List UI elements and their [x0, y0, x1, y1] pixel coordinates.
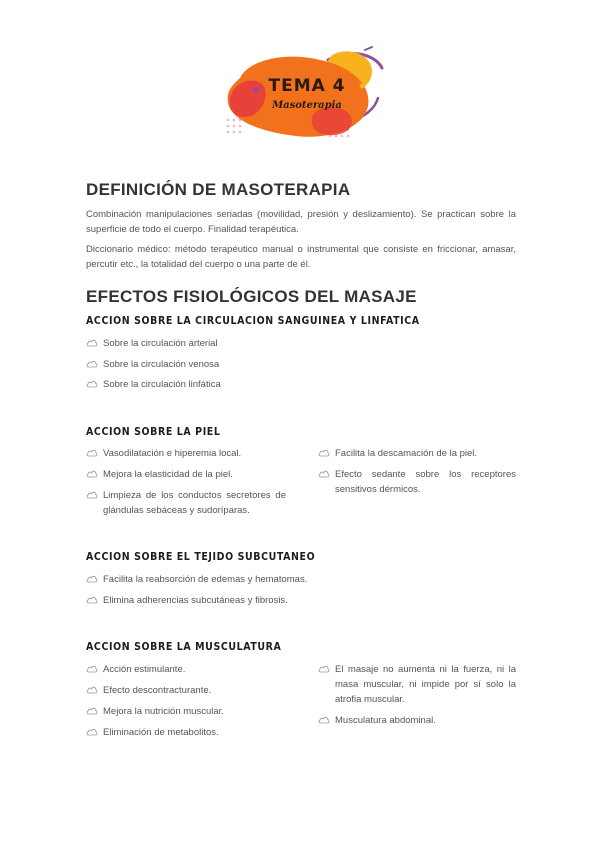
cloud-bullet-icon [86, 664, 98, 673]
list-item [86, 683, 286, 698]
list-item [318, 662, 516, 707]
topic-subtitle: Masoterapia [272, 100, 342, 111]
list-item-text: Sobre la circulación venosa [103, 358, 220, 370]
list-item-text: Efecto descontracturante. [103, 685, 212, 696]
list-item-text: Eliminación de metabolitos. [103, 727, 219, 738]
list-item [86, 467, 286, 482]
cloud-bullet-icon [86, 685, 98, 694]
list-skin-left [86, 446, 286, 524]
list-item [86, 725, 286, 740]
list-item-text: Facilita la reabsorción de edemas y hematomas. [103, 574, 308, 585]
effects-heading: EFECTOS FISIOLÓGICOS DEL MASAJE [86, 287, 417, 306]
topic-title: TEMA 4 [268, 76, 346, 96]
list-item [86, 377, 516, 392]
list-item-text: Facilita la descamación de la piel. [335, 448, 478, 459]
list-item [86, 704, 286, 719]
list-subcutaneous [86, 572, 516, 614]
list-muscles-left [86, 662, 286, 746]
section-title-skin: ACCION SOBRE LA PIEL [86, 426, 221, 438]
cloud-bullet-icon [318, 715, 330, 724]
list-item-text: El masaje no aumenta ni la fuerza, ni la masa muscular, ni impide por sí solo la atrofia muscular. [335, 664, 516, 705]
list-item [86, 336, 516, 351]
list-item-text: Mejora la elasticidad de la piel. [103, 469, 233, 480]
list-item-text: Vasodilatación e hiperemia local. [103, 448, 242, 459]
list-item [86, 572, 516, 587]
section-title-subcutaneous: ACCION SOBRE EL TEJIDO SUBCUTANEO [86, 551, 316, 563]
list-item [318, 446, 516, 461]
cloud-bullet-icon [318, 664, 330, 673]
cloud-bullet-icon [86, 448, 98, 457]
cloud-bullet-icon [86, 469, 98, 478]
section-title-circulation: ACCION SOBRE LA CIRCULACION SANGUINEA Y LINFATICA [86, 315, 420, 327]
list-item-text: Efecto sedante sobre los receptores sensitivos dérmicos. [335, 469, 516, 495]
list-item [86, 593, 516, 608]
list-item-text: Sobre la circulación linfática [103, 379, 221, 390]
list-item-text: Sobre la circulación arterial [103, 338, 218, 349]
list-item [86, 357, 516, 372]
cloud-bullet-icon [86, 706, 98, 715]
list-item [86, 662, 286, 677]
list-item-text: Acción estimulante. [103, 664, 186, 675]
definition-heading: DEFINICIÓN DE MASOTERAPIA [86, 180, 351, 199]
list-item [318, 467, 516, 497]
list-circulation [86, 336, 516, 398]
list-item [86, 488, 286, 518]
cloud-bullet-icon [318, 448, 330, 457]
definition-paragraph-2: Diccionario médico: método terapéutico manual o instrumental que consiste en friccionar, amasar, percutir etc., la totalidad del cuerpo o una parte de él. [86, 244, 516, 270]
list-item-text: Mejora la nutrición muscular. [103, 706, 224, 717]
cloud-bullet-icon [86, 338, 98, 347]
cloud-bullet-icon [86, 490, 98, 499]
list-item-text: Musculatura abdominal. [335, 715, 436, 726]
list-muscles-right [318, 662, 516, 734]
section-title-muscles: ACCION SOBRE LA MUSCULATURA [86, 641, 282, 653]
list-item [318, 713, 516, 728]
cloud-bullet-icon [86, 379, 98, 388]
cloud-bullet-icon [86, 727, 98, 736]
list-item-text: Elimina adherencias subcutáneas y fibrosis. [103, 595, 288, 606]
list-item [86, 446, 286, 461]
cloud-bullet-icon [86, 359, 98, 368]
cloud-bullet-icon [86, 574, 98, 583]
list-item-text: Limpieza de los conductos secretores de glándulas sebáceas y sudoríparas. [103, 490, 286, 516]
cloud-bullet-icon [86, 595, 98, 604]
list-skin-right [318, 446, 516, 503]
definition-paragraph-1: Combinación manipulaciones seriadas (movilidad, presión y deslizamiento). Se practican sobre la superficie de todo el cuerpo. Finalidad terapéutica. [86, 209, 516, 235]
cloud-bullet-icon [318, 469, 330, 478]
